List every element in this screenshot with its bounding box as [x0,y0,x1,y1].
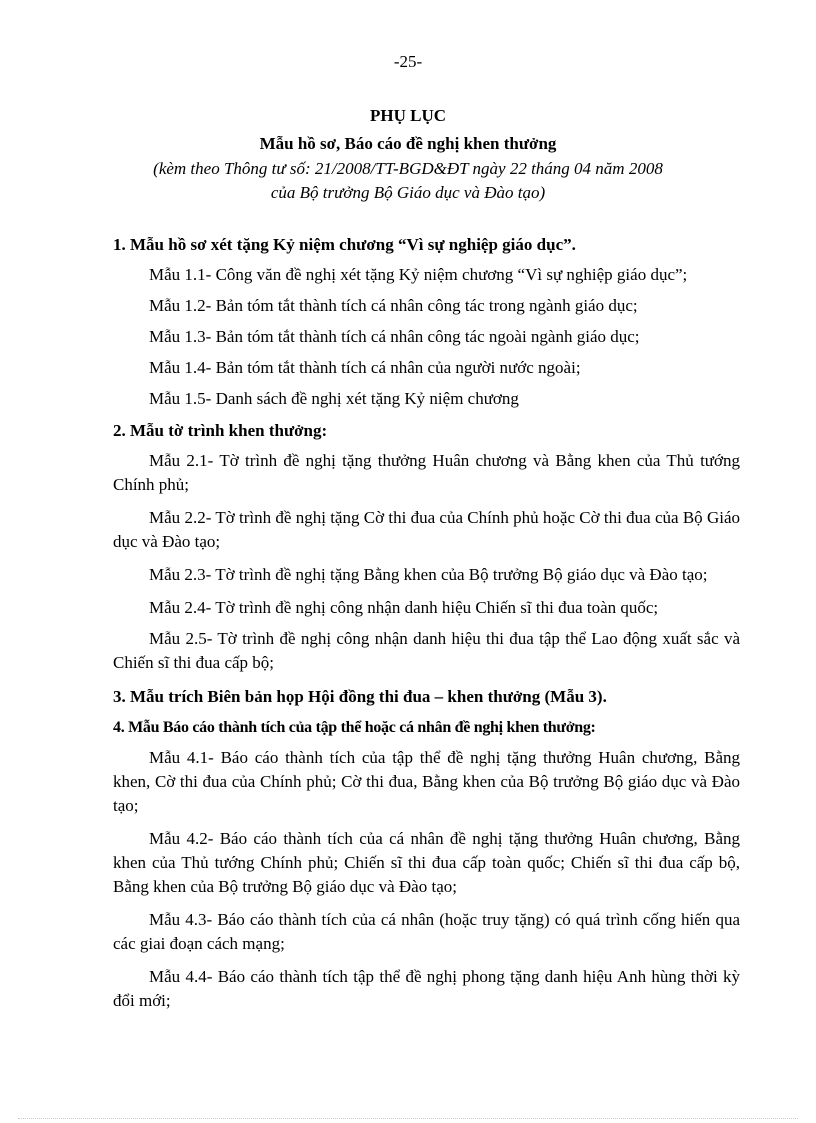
list-item-2-4: Mẫu 2.4- Tờ trình đề nghị công nhận danh hiệu Chiến sĩ thi đua toàn quốc; [149,598,659,617]
page-number: -25- [393,52,423,71]
list-item-1-1: Mẫu 1.1- Công văn đề nghị xét tặng Kỷ niệm chương “Vì sự nghiệp giáo dục”; [149,265,688,284]
appendix-subtitle: Mẫu hồ sơ, Báo cáo đề nghị khen thưởng [259,134,557,153]
appendix-note-line-1: (kèm theo Thông tư số: 21/2008/TT-BGD&ĐT ngày 22 tháng 04 năm 2008 [153,159,663,178]
section-heading-4: 4. Mẫu Báo cáo thành tích của tập thể hoặc cá nhân đề nghị khen thưởng: [113,719,596,736]
list-item-1-2: Mẫu 1.2- Bản tóm tắt thành tích cá nhân công tác trong ngành giáo dục; [149,296,638,315]
page-bottom-divider [18,1118,798,1119]
section-heading-2: 2. Mẫu tờ trình khen thưởng: [113,421,328,440]
section-heading-3: 3. Mẫu trích Biên bản họp Hội đồng thi đua – khen thưởng (Mẫu 3). [113,687,607,706]
list-item-2-3: Mẫu 2.3- Tờ trình đề nghị tặng Bằng khen của Bộ trưởng Bộ giáo dục và Đào tạo; [149,565,708,584]
list-item-4-1: Mẫu 4.1- Báo cáo thành tích của tập thể đề nghị tặng thưởng Huân chương, Bằng khen, Cờ thi đua của Chính phủ; Cờ thi đua, Bằng khen của Bộ trưởng Bộ giáo dục và Đào tạo; [113,748,740,815]
appendix-heading [0,101,816,205]
list-item-4-3: Mẫu 4.3- Báo cáo thành tích của cá nhân (hoặc truy tặng) có quá trình cống hiến qua các giai đoạn cách mạng; [113,910,740,953]
appendix-title: PHỤ LỤC [369,106,447,125]
list-item-4-4: Mẫu 4.4- Báo cáo thành tích tập thể đề nghị phong tặng danh hiệu Anh hùng thời kỳ đổi mới; [113,967,740,1010]
list-item-1-3: Mẫu 1.3- Bản tóm tắt thành tích cá nhân công tác ngoài ngành giáo dục; [149,327,640,346]
list-item-1-5: Mẫu 1.5- Danh sách đề nghị xét tặng Kỷ niệm chương [149,389,519,408]
list-item-4-2: Mẫu 4.2- Báo cáo thành tích của cá nhân đề nghị tặng thưởng Huân chương, Bằng khen của Thủ tướng Chính phủ; Chiến sĩ thi đua cấp toàn quốc; Chiến sĩ thi đua cấp bộ, Bằng khen của Bộ trưởng Bộ giáo dục và Đào tạo; [113,829,740,896]
section-heading-1: 1. Mẫu hồ sơ xét tặng Kỷ niệm chương “Vì sự nghiệp giáo dục”. [113,235,576,254]
list-item-2-5: Mẫu 2.5- Tờ trình đề nghị công nhận danh hiệu thi đua tập thể Lao động xuất sắc và Chiến sĩ thi đua cấp bộ; [113,629,740,672]
list-item-2-1: Mẫu 2.1- Tờ trình đề nghị tặng thưởng Huân chương và Bằng khen của Thủ tướng Chính phủ; [113,451,740,494]
document-body [113,232,740,1022]
list-item-2-2: Mẫu 2.2- Tờ trình đề nghị tặng Cờ thi đua của Chính phủ hoặc Cờ thi đua của Bộ Giáo dục và Đào tạo; [113,508,740,551]
list-item-1-4: Mẫu 1.4- Bản tóm tắt thành tích cá nhân của người nước ngoài; [149,358,581,377]
appendix-note-line-2: của Bộ trưởng Bộ Giáo dục và Đào tạo) [270,183,546,202]
